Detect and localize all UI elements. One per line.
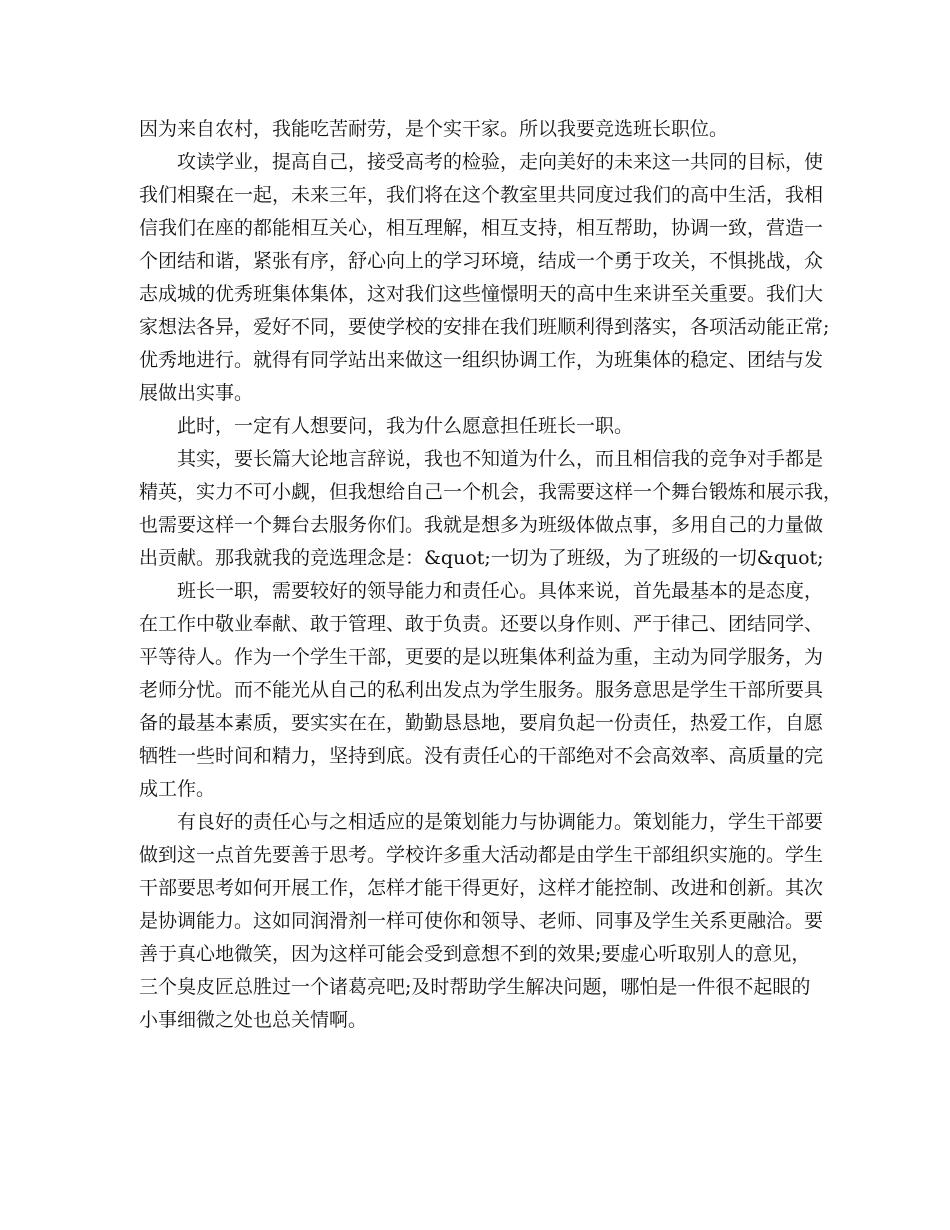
text-line: 做到这一点首先要善于思考。学校许多重大活动都是由学生干部组织实施的。学生 (139, 844, 824, 866)
text-line: 备的最基本素质，要实实在在，勤勤恳恳地，要肩负起一份责任，热爱工作，自愿 (139, 712, 824, 734)
text-line: 我们相聚在一起，未来三年，我们将在这个教室里共同度过我们的高中生活，我相 (139, 184, 824, 206)
text-line: 精英，实力不可小觑，但我想给自己一个机会，我需要这样一个舞台锻炼和展示我， (139, 481, 843, 503)
text-line: 此时，一定有人想要问，我为什么愿意担任班长一职。 (139, 415, 634, 437)
text-line: 志成城的优秀班集体集体，这对我们这些憧憬明天的高中生来讲至关重要。我们大 (139, 283, 824, 305)
text-line: 因为来自农村，我能吃苦耐劳，是个实干家。所以我要竞选班长职位。 (139, 118, 729, 140)
text-line: 家想法各异，爱好不同，要使学校的安排在我们班顺利得到落实，各项活动能正常; (139, 316, 830, 338)
text-line: 出贡献。那我就我的竞选理念是：&quot;一切为了班级，为了班级的一切&quot; (139, 547, 824, 569)
text-line: 个团结和谐，紧张有序，舒心向上的学习环境，结成一个勇于攻关，不惧挑战，众 (139, 250, 824, 272)
text-line: 在工作中敬业奉献、敢于管理、敢于负责。还要以身作则、严于律己、团结同学、 (139, 613, 824, 635)
text-line: 干部要思考如何开展工作，怎样才能干得更好，这样才能控制、改进和创新。其次 (139, 877, 824, 899)
text-line: 信我们在座的都能相互关心，相互理解，相互支持，相互帮助，协调一致，营造一 (139, 217, 824, 239)
text-line: 小事细微之处也总关情啊。 (139, 1009, 368, 1031)
text-line: 优秀地进行。就得有同学站出来做这一组织协调工作，为班集体的稳定、团结与发 (139, 349, 824, 371)
text-line: 成工作。 (139, 778, 216, 800)
text-line: 有良好的责任心与之相适应的是策划能力与协调能力。策划能力，学生干部要 (139, 811, 824, 833)
document-body (139, 113, 843, 1037)
text-line: 班长一职，需要较好的领导能力和责任心。具体来说，首先最基本的是态度， (139, 580, 824, 602)
text-line: 老师分忧。而不能光从自己的私利出发点为学生服务。服务意思是学生干部所要具 (139, 679, 824, 701)
text-line: 也需要这样一个舞台去服务你们。我就是想多为班级体做点事，多用自己的力量做 (139, 514, 824, 536)
text-line: 其实，要长篇大论地言辞说，我也不知道为什么，而且相信我的竞争对手都是 (139, 448, 824, 470)
text-line: 善于真心地微笑，因为这样可能会受到意想不到的效果;要虚心听取别人的意见， (139, 943, 811, 965)
text-line: 平等待人。作为一个学生干部，更要的是以班集体利益为重，主动为同学服务，为 (139, 646, 824, 668)
text-line: 展做出实事。 (139, 382, 254, 404)
text-line: 三个臭皮匠总胜过一个诸葛亮吧;及时帮助学生解决问题，哪怕是一件很不起眼的 (139, 976, 811, 998)
text-line: 牺牲一些时间和精力，坚持到底。没有责任心的干部绝对不会高效率、高质量的完 (139, 745, 824, 767)
text-line: 攻读学业，提高自己，接受高考的检验，走向美好的未来这一共同的目标，使 (139, 151, 824, 173)
text-line: 是协调能力。这如同润滑剂一样可使你和领导、老师、同事及学生关系更融洽。要 (139, 910, 824, 932)
